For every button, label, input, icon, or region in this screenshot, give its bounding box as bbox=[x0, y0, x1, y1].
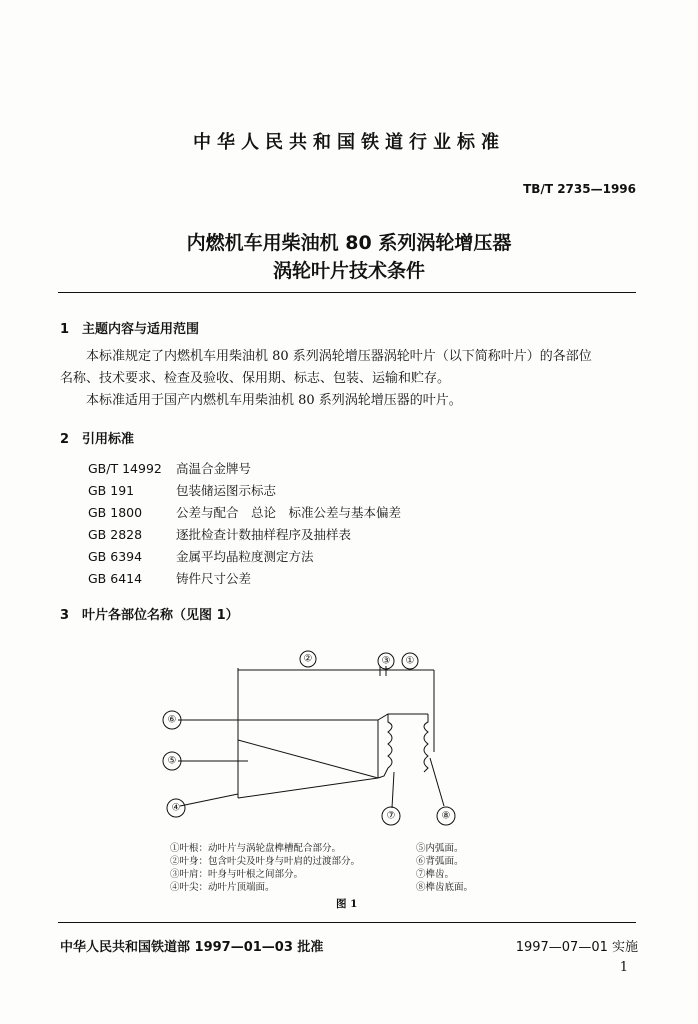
legend-item: ⑦榫齿。 bbox=[416, 869, 455, 880]
legend-item: ④叶尖：动叶片顶端面。 bbox=[170, 882, 275, 893]
legend-item: ③叶肩：叶身与叶根之间部分。 bbox=[170, 869, 304, 880]
document-title-line2: 涡轮叶片技术条件 bbox=[272, 260, 425, 282]
page-number: 1 bbox=[619, 960, 628, 975]
callout-3: ③ bbox=[381, 655, 391, 667]
leader-4 bbox=[180, 794, 238, 806]
reference-name: 金属平均晶粒度测定方法 bbox=[176, 549, 314, 564]
reference-code: GB 6414 bbox=[88, 571, 143, 586]
reference-item bbox=[88, 568, 401, 590]
reference-name: 高温合金牌号 bbox=[176, 461, 252, 476]
reference-code: GB 6394 bbox=[88, 549, 143, 564]
blade-bottom-edge bbox=[238, 778, 378, 798]
reference-item bbox=[88, 524, 401, 546]
reference-code: GB 1800 bbox=[88, 505, 143, 520]
section1-para1-line1: 本标准规定了内燃机车用柴油机 80 系列涡轮增压器涡轮叶片（以下简称叶片）的各部位 bbox=[60, 349, 592, 364]
callout-4: ④ bbox=[171, 802, 181, 814]
legend-item: ⑧榫齿底面。 bbox=[416, 882, 474, 893]
callout-5: ⑤ bbox=[167, 755, 177, 767]
reference-code: GB 2828 bbox=[88, 527, 143, 542]
section3-heading: 3 叶片各部位名称（见图 1） bbox=[60, 608, 239, 623]
reference-name: 逐批检查计数抽样程序及抽样表 bbox=[176, 527, 352, 542]
callout-7: ⑦ bbox=[386, 810, 396, 822]
blade-diagram bbox=[0, 640, 698, 840]
blade-diagonal bbox=[238, 740, 378, 778]
reference-code: GB 191 bbox=[88, 483, 135, 498]
callout-2: ② bbox=[303, 653, 313, 665]
issuing-organization: 中华人民共和国铁道行业标准 bbox=[193, 132, 505, 153]
footer-divider bbox=[58, 922, 636, 923]
legend-item: ②叶身：包含叶尖及叶身与叶肩的过渡部分。 bbox=[170, 856, 361, 867]
root-tooth-left bbox=[378, 714, 428, 778]
figure-caption: 图 1 bbox=[336, 898, 358, 910]
reference-name: 包装储运图示标志 bbox=[176, 483, 277, 498]
callout-8: ⑧ bbox=[441, 810, 451, 822]
implementation-date: 1997—07—01 实施 bbox=[515, 940, 638, 955]
leader-8 bbox=[430, 758, 444, 806]
legend-right bbox=[416, 842, 473, 894]
reference-name: 铸件尺寸公差 bbox=[176, 571, 252, 586]
document-title-line1: 内燃机车用柴油机 80 系列涡轮增压器 bbox=[186, 232, 512, 254]
section2-heading: 2 引用标准 bbox=[60, 432, 135, 447]
reference-name: 公差与配合 总论 标准公差与基本偏差 bbox=[176, 505, 402, 520]
legend-item: ⑤内弧面。 bbox=[416, 843, 464, 854]
section1-para1-line2: 名称、技术要求、检查及验收、保用期、标志、包装、运输和贮存。 bbox=[60, 371, 451, 386]
reference-item bbox=[88, 480, 401, 502]
reference-item bbox=[88, 502, 401, 524]
reference-item bbox=[88, 458, 401, 480]
reference-list bbox=[88, 458, 401, 590]
approval-line: 中华人民共和国铁道部 1997—01—03 批准 bbox=[60, 940, 324, 955]
legend-left bbox=[170, 842, 360, 894]
root-tooth-right bbox=[424, 714, 428, 772]
callout-1: ① bbox=[405, 655, 415, 667]
reference-item bbox=[88, 546, 401, 568]
standard-number: TB/T 2735—1996 bbox=[523, 182, 636, 196]
callout-6: ⑥ bbox=[167, 714, 177, 726]
section1-heading: 1 主题内容与适用范围 bbox=[60, 322, 200, 337]
section1-para2: 本标准适用于国产内燃机车用柴油机 80 系列涡轮增压器的叶片。 bbox=[60, 393, 462, 408]
legend-item: ⑥背弧面。 bbox=[416, 856, 464, 867]
title-divider bbox=[58, 292, 636, 293]
section1-body bbox=[60, 346, 640, 412]
legend-item: ①叶根：动叶片与涡轮盘榫槽配合部分。 bbox=[170, 843, 342, 854]
reference-code: GB/T 14992 bbox=[88, 461, 162, 476]
leader-7 bbox=[392, 772, 394, 808]
